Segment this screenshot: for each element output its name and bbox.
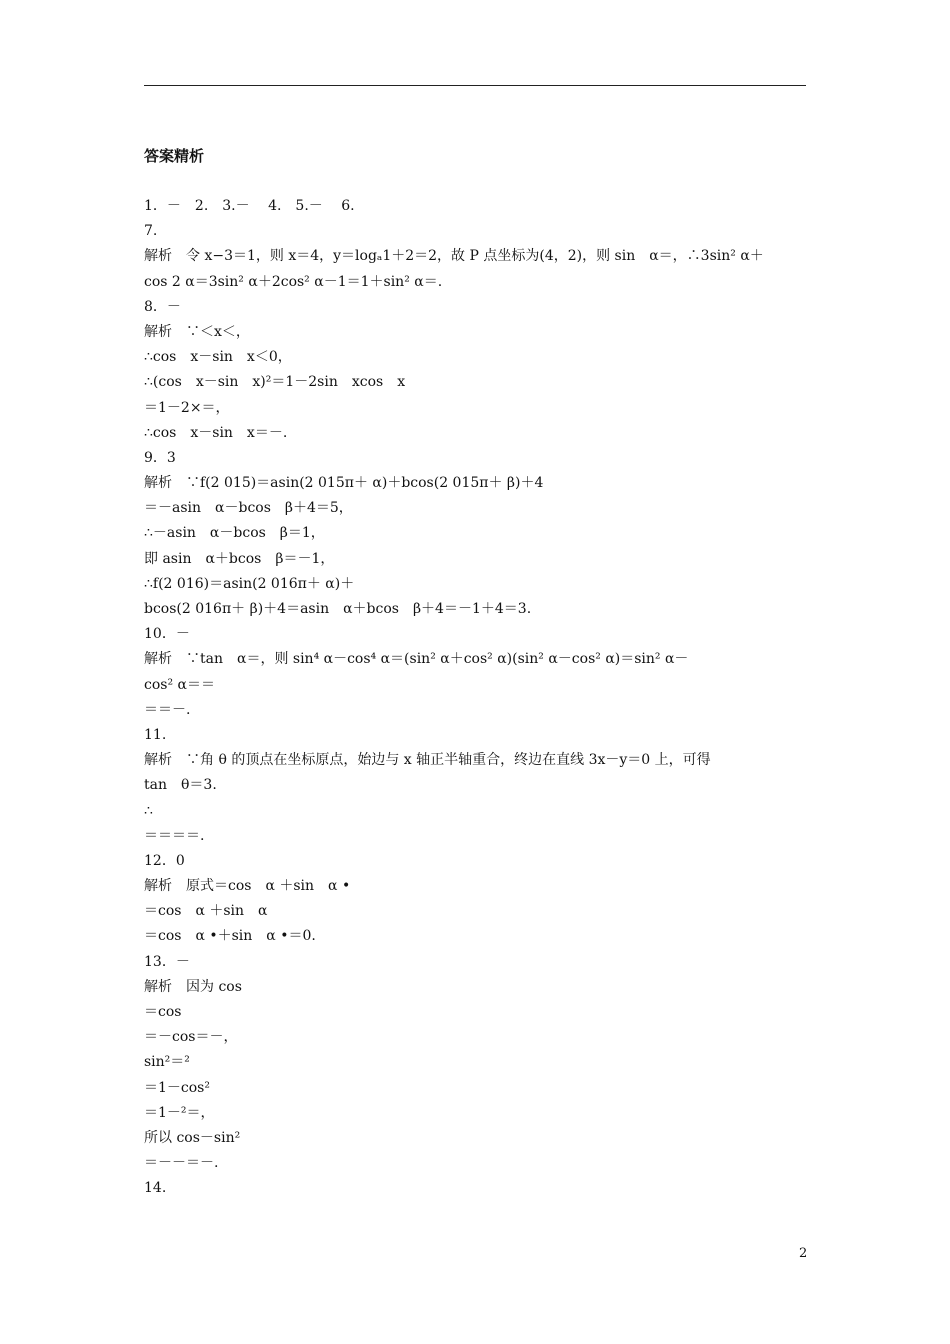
text-line: 7.	[144, 223, 158, 240]
text-line: ∴cos x－sin x＝－.	[144, 424, 288, 441]
text-line: 8．－	[144, 298, 181, 315]
answer-content	[144, 194, 806, 1202]
text-line: sin²＝²	[144, 1054, 190, 1071]
text-line: tan θ＝3.	[144, 777, 217, 794]
text-line: ＝－cos＝－，	[144, 1029, 238, 1046]
text-line: ∴－asin α－bcos β＝1，	[144, 525, 325, 542]
text-line: 解析 ∵角 θ 的顶点在坐标原点，始边与 x 轴正半轴重合，终边在直线 3x－y＝0 上，可得	[144, 752, 711, 769]
text-line: 解析 ∵f(2 015)＝asin(2 015π＋ α)＋bcos(2 015π＋ β)＋4	[144, 475, 544, 492]
text-line: 解析 因为 cos	[144, 978, 242, 995]
text-line: bcos(2 016π＋ β)＋4＝asin α＋bcos β＋4＝－1＋4＝3.	[144, 601, 532, 617]
text-line: 13．－	[144, 953, 190, 970]
text-line: ＝1－cos²	[144, 1079, 210, 1096]
text-line: ＝1－²＝，	[144, 1104, 215, 1121]
text-line: ＝cos α •＋sin α •＝0.	[144, 928, 316, 945]
text-line: ＝＝＝＝.	[144, 827, 205, 844]
text-line: ＝cos	[144, 1004, 182, 1020]
text-line: ＝＝－.	[144, 701, 191, 718]
text-line: ∴f(2 016)＝asin(2 016π＋ α)＋	[144, 575, 355, 592]
text-line: 9．3	[144, 449, 176, 466]
text-line: ＝1－2×＝，	[144, 399, 230, 416]
text-line: ＝－－＝－.	[144, 1155, 219, 1172]
text-line: 12．0	[144, 852, 185, 869]
text-line: 1．－ 2. 3.－ 4. 5.－ 6.	[144, 198, 355, 214]
text-line: 即 asin α＋bcos β＝－1，	[144, 550, 335, 567]
text-line: 解析 原式＝cos α ＋sin α •	[144, 878, 351, 895]
header-rule	[144, 85, 806, 86]
text-line: cos² α＝＝	[144, 676, 215, 693]
section-title: 答案精析	[144, 147, 205, 165]
text-line: 解析 令 x−3＝1，则 x＝4，y＝logₐ1＋2＝2，故 P 点坐标为(4，2)，则 sin α＝，∴3sin² α＋	[144, 248, 764, 265]
text-line: ＝－asin α－bcos β＋4＝5，	[144, 500, 353, 517]
text-line: ＝cos α ＋sin α	[144, 903, 268, 920]
text-line: 11.	[144, 726, 167, 743]
text-line: ∴cos x－sin x＜0，	[144, 349, 292, 366]
text-line: cos 2 α＝3sin² α＋2cos² α－1＝1＋sin² α＝.	[144, 273, 443, 290]
text-line: ∴	[144, 802, 153, 819]
page-number: 2	[799, 1246, 808, 1261]
text-line: 10．－	[144, 626, 190, 643]
text-line: ∴(cos x－sin x)²＝1－2sin xcos x	[144, 374, 406, 391]
text-line: 14.	[144, 1180, 167, 1197]
text-line: 解析 ∵＜x＜，	[144, 323, 250, 340]
text-line: 所以 cos－sin²	[144, 1129, 241, 1146]
text-line: 解析 ∵tan α＝，则 sin⁴ α－cos⁴ α＝(sin² α＋cos² α)(sin² α－cos² α)＝sin² α－	[144, 651, 689, 668]
